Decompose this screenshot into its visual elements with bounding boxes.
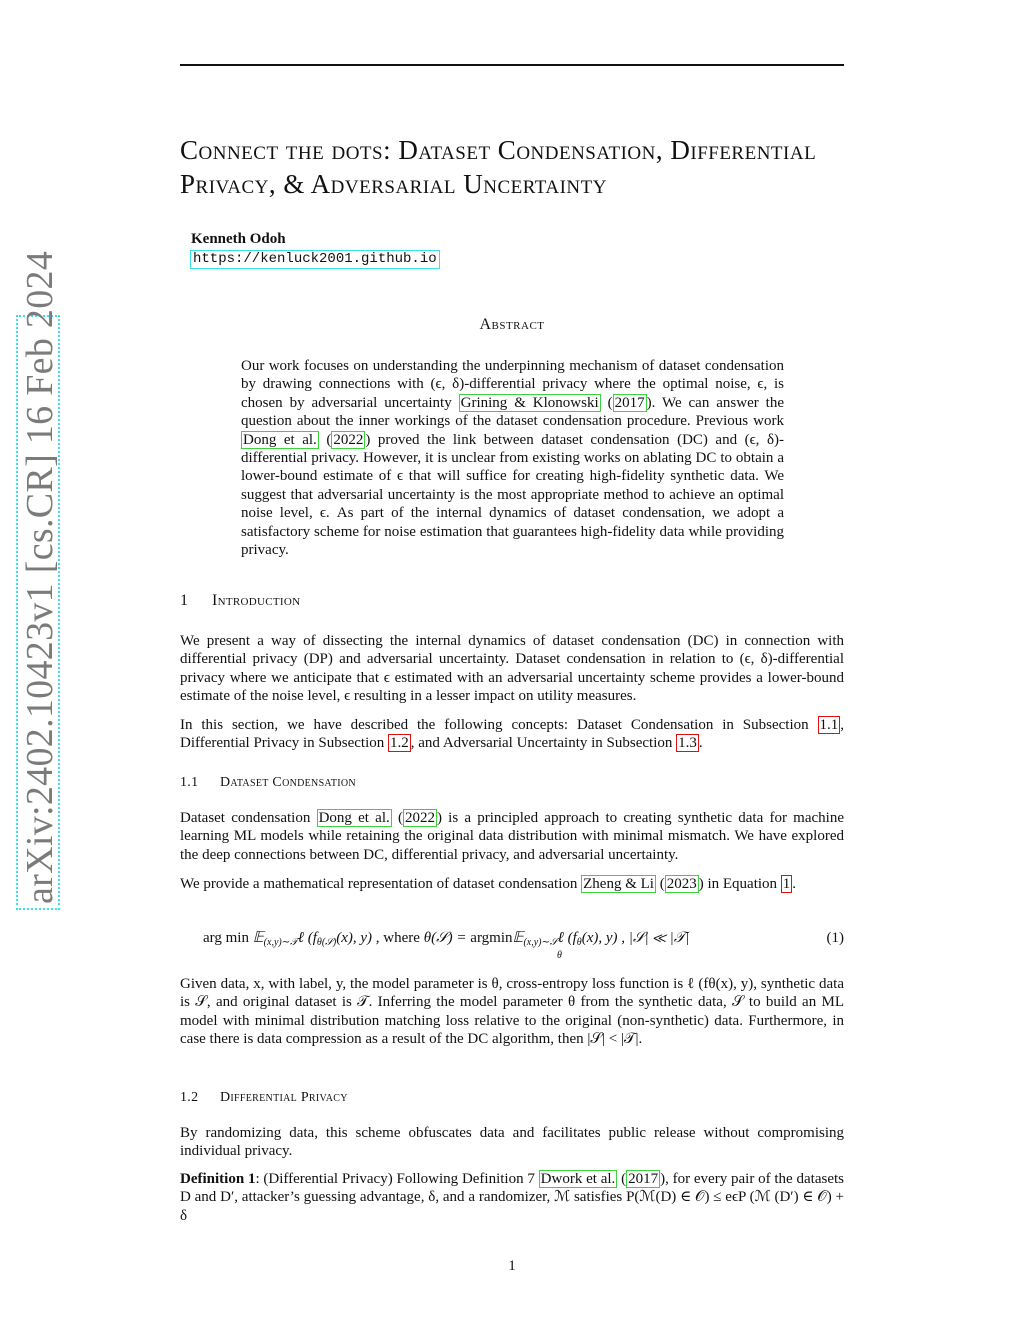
text-run: Dataset condensation (180, 810, 317, 826)
text-run: , Differential Privacy in Subsection (180, 717, 844, 752)
dc-paragraph-2: We provide a mathematical representation of dataset condensation Zheng & Li ( 2023 ) in Equation 1 . (180, 876, 797, 892)
text-run: , and Adversarial Uncertainty in Subsection (410, 735, 677, 752)
text-run: . (792, 876, 797, 892)
text-run: in Equation (703, 876, 781, 892)
citation-dong-et-al[interactable]: Dong et al. (243, 431, 317, 448)
definition-1: Definition 1: (Differential Privacy) Following Definition 7 Dwork et al. ( 2017 ), for every pair of the datasets D and D′, attacker’s guessing advantage, δ, and a randomizer, ℳ satisfies P(ℳ(D) ∈ 𝒪) ≤ eϵP (ℳ (D′) ∈ 𝒪) + δ (180, 1171, 844, 1224)
dp-paragraph-1: By randomizing data, this scheme obfuscates data and facilitates public release without compromising individual privacy. (180, 1125, 844, 1160)
equation-number: (1) (826, 930, 844, 946)
subsection-number: 1.2 (180, 1090, 199, 1105)
equation-1 (203, 928, 844, 961)
definition-label: Definition 1 (180, 1171, 256, 1187)
section-title: Introduction (212, 592, 301, 609)
equation-where: where (383, 930, 420, 946)
abstract-text-2: . We can answer the question about the inner workings of the dataset condensation procedure. Previous work (241, 394, 784, 430)
equation-body: arg min 𝔼$_{(x,y)\sim 𝒯}$ℓ ($f_{\theta(𝒮)}(x)$, y) , where θ(𝒮) = argmin𝔼$_{(x,y)\sim 𝒮}$ℓ ($f_\theta(x)$, y) , |𝒮| ≪ |𝒯| (203, 930, 690, 948)
subsection-number: 1.1 (180, 775, 199, 790)
text-run: : (Differential Privacy) Following Definition 7 (255, 1171, 539, 1187)
argmin-subscript: θ (557, 950, 562, 961)
intro-paragraph-1: We present a way of dissecting the internal dynamics of dataset condensation (DC) in connection with differential privacy (DP) and adversarial uncertainty. Dataset condensation in relation to (ϵ, δ)-differential privacy where we anticipate that ϵ estimated with an adversarial uncertainty scheme provides a lower-bound estimate of the noise level, ϵ resulting in a lesser impact on utility measures. (180, 633, 844, 705)
citation-dwork-et-al-year[interactable]: 2017 (628, 1171, 659, 1187)
citation-zheng-li[interactable]: Zheng & Li (583, 876, 654, 892)
text-run: We provide a mathematical representation of dataset condensation (180, 876, 582, 892)
ref-subsection-1-3[interactable]: 1.3 (678, 735, 697, 752)
text-run: In this section, we have described the following concepts: Dataset Condensation in Subsection (180, 717, 818, 733)
text-run: . (698, 735, 703, 752)
ref-subsection-1-2[interactable]: 1.2 (390, 735, 409, 752)
dc-paragraph-3: Given data, x, with label, y, the model parameter is θ, cross-entropy loss function is ℓ (fθ(x), y), synthetic data is 𝒮, and original dataset is 𝒯. Inferring the model parameter θ from the synthetic data, 𝒮 to build an ML model with minimal distribution matching loss relative to the original (non-synthetic) data. Furthermore, in case there is data compression as a result of the DC algorithm, then |𝒮| < |𝒯|. (180, 976, 844, 1048)
abstract-heading: Abstract (479, 316, 545, 333)
subsection-heading-dataset-condensation (180, 775, 356, 791)
abstract-text-1: Our work focuses on understanding the underpinning mechanism of dataset condensation by drawing connections with (ϵ, δ)-differential privacy where the optimal noise, ϵ, is chosen by adversarial uncertainty (241, 358, 784, 411)
abstract-body: Our work focuses on understanding the underpinning mechanism of dataset condensation by drawing connections with (ϵ, δ)-differential privacy where the optimal noise, ϵ, is chosen by adversarial uncertainty Grining & Klonowski ( 2017 ). We can answer the question about the inner workings of the dataset condensation procedure. Previous work Dong et al. ( 2022 ) proved the link between dataset condensation (DC) and (ϵ, δ)-differential privacy. However, it is unclear from existing works on ablating DC to obtain a lower-bound estimate of ϵ that will suffice for creating high-fidelity synthetic data. We suggest that adversarial uncertainty is the most appropriate method to achieve an optimal noise level, ϵ. As part of the internal dynamics of dataset condensation, we adopt a satisfactory scheme for noise estimation that guarantees high-fidelity data while providing privacy. (241, 358, 785, 559)
citation-grining-klonowski-year[interactable]: 2017 (614, 394, 645, 411)
intro-paragraph-2 (180, 716, 844, 753)
text-run: is a principled approach to creating synthetic data for machine learning ML models while retaining the original data distribution with minimal mismatch. We have explored the deep connections between DC, differential privacy, and adversarial uncertainty. (180, 810, 844, 863)
section-heading-introduction (180, 592, 300, 610)
subsection-title: Differential Privacy (220, 1090, 348, 1105)
author-name: Kenneth Odoh (191, 231, 286, 247)
abstract-text-3: proved the link between dataset condensation (DC) and (ϵ, δ)-differential privacy. However, it is unclear from existing works on ablating DC to obtain a lower-bound estimate of ϵ that will suffice for creating high-fidelity synthetic data. We suggest that adversarial uncertainty is the most appropriate method to achieve an optimal noise level, ϵ. As part of the internal dynamics of dataset condensation, we adopt a satisfactory scheme for noise estimation that guarantees high-fidelity data while providing privacy. (241, 431, 785, 559)
text-run: , for every pair of the datasets D and D′, attacker’s guessing advantage, δ, and a randomizer, ℳ satisfies P(ℳ(D) ∈ 𝒪) ≤ eϵP (ℳ (D′) ∈ 𝒪) + δ (180, 1171, 844, 1224)
citation-grining-klonowski[interactable]: Grining & Klonowski (460, 394, 599, 411)
paper-title: Connect the dots: Dataset Condensation, Differential Privacy, & Adversarial Uncertainty (180, 135, 817, 199)
subsection-heading-differential-privacy (180, 1090, 348, 1106)
citation-zheng-li-year[interactable]: 2023 (666, 876, 697, 892)
citation-dong-et-al[interactable]: Dong et al. (318, 810, 390, 826)
ref-equation-1[interactable]: 1 (782, 876, 791, 892)
subsection-title: Dataset Condensation (220, 775, 356, 790)
arxiv-identifier-link[interactable]: arXiv:2402.10423v1 [cs.CR] 16 Feb 2024 (16, 315, 60, 910)
page-number: 1 (508, 1258, 516, 1274)
citation-dong-et-al-year[interactable]: 2022 (333, 431, 364, 448)
dc-paragraph-1: Dataset condensation Dong et al. ( 2022 ) is a principled approach to creating synthetic data for machine learning ML models while retaining the original data distribution with minimal mismatch. We have explored the deep connections between DC, differential privacy, and adversarial uncertainty. (180, 810, 844, 863)
section-number: 1 (180, 592, 189, 609)
top-rule (180, 64, 844, 66)
ref-subsection-1-1[interactable]: 1.1 (819, 717, 839, 733)
author-url-link[interactable]: https://kenluck2001.github.io (190, 250, 440, 269)
citation-dwork-et-al[interactable]: Dwork et al. (540, 1171, 616, 1187)
citation-dong-et-al-year[interactable]: 2022 (404, 810, 435, 826)
